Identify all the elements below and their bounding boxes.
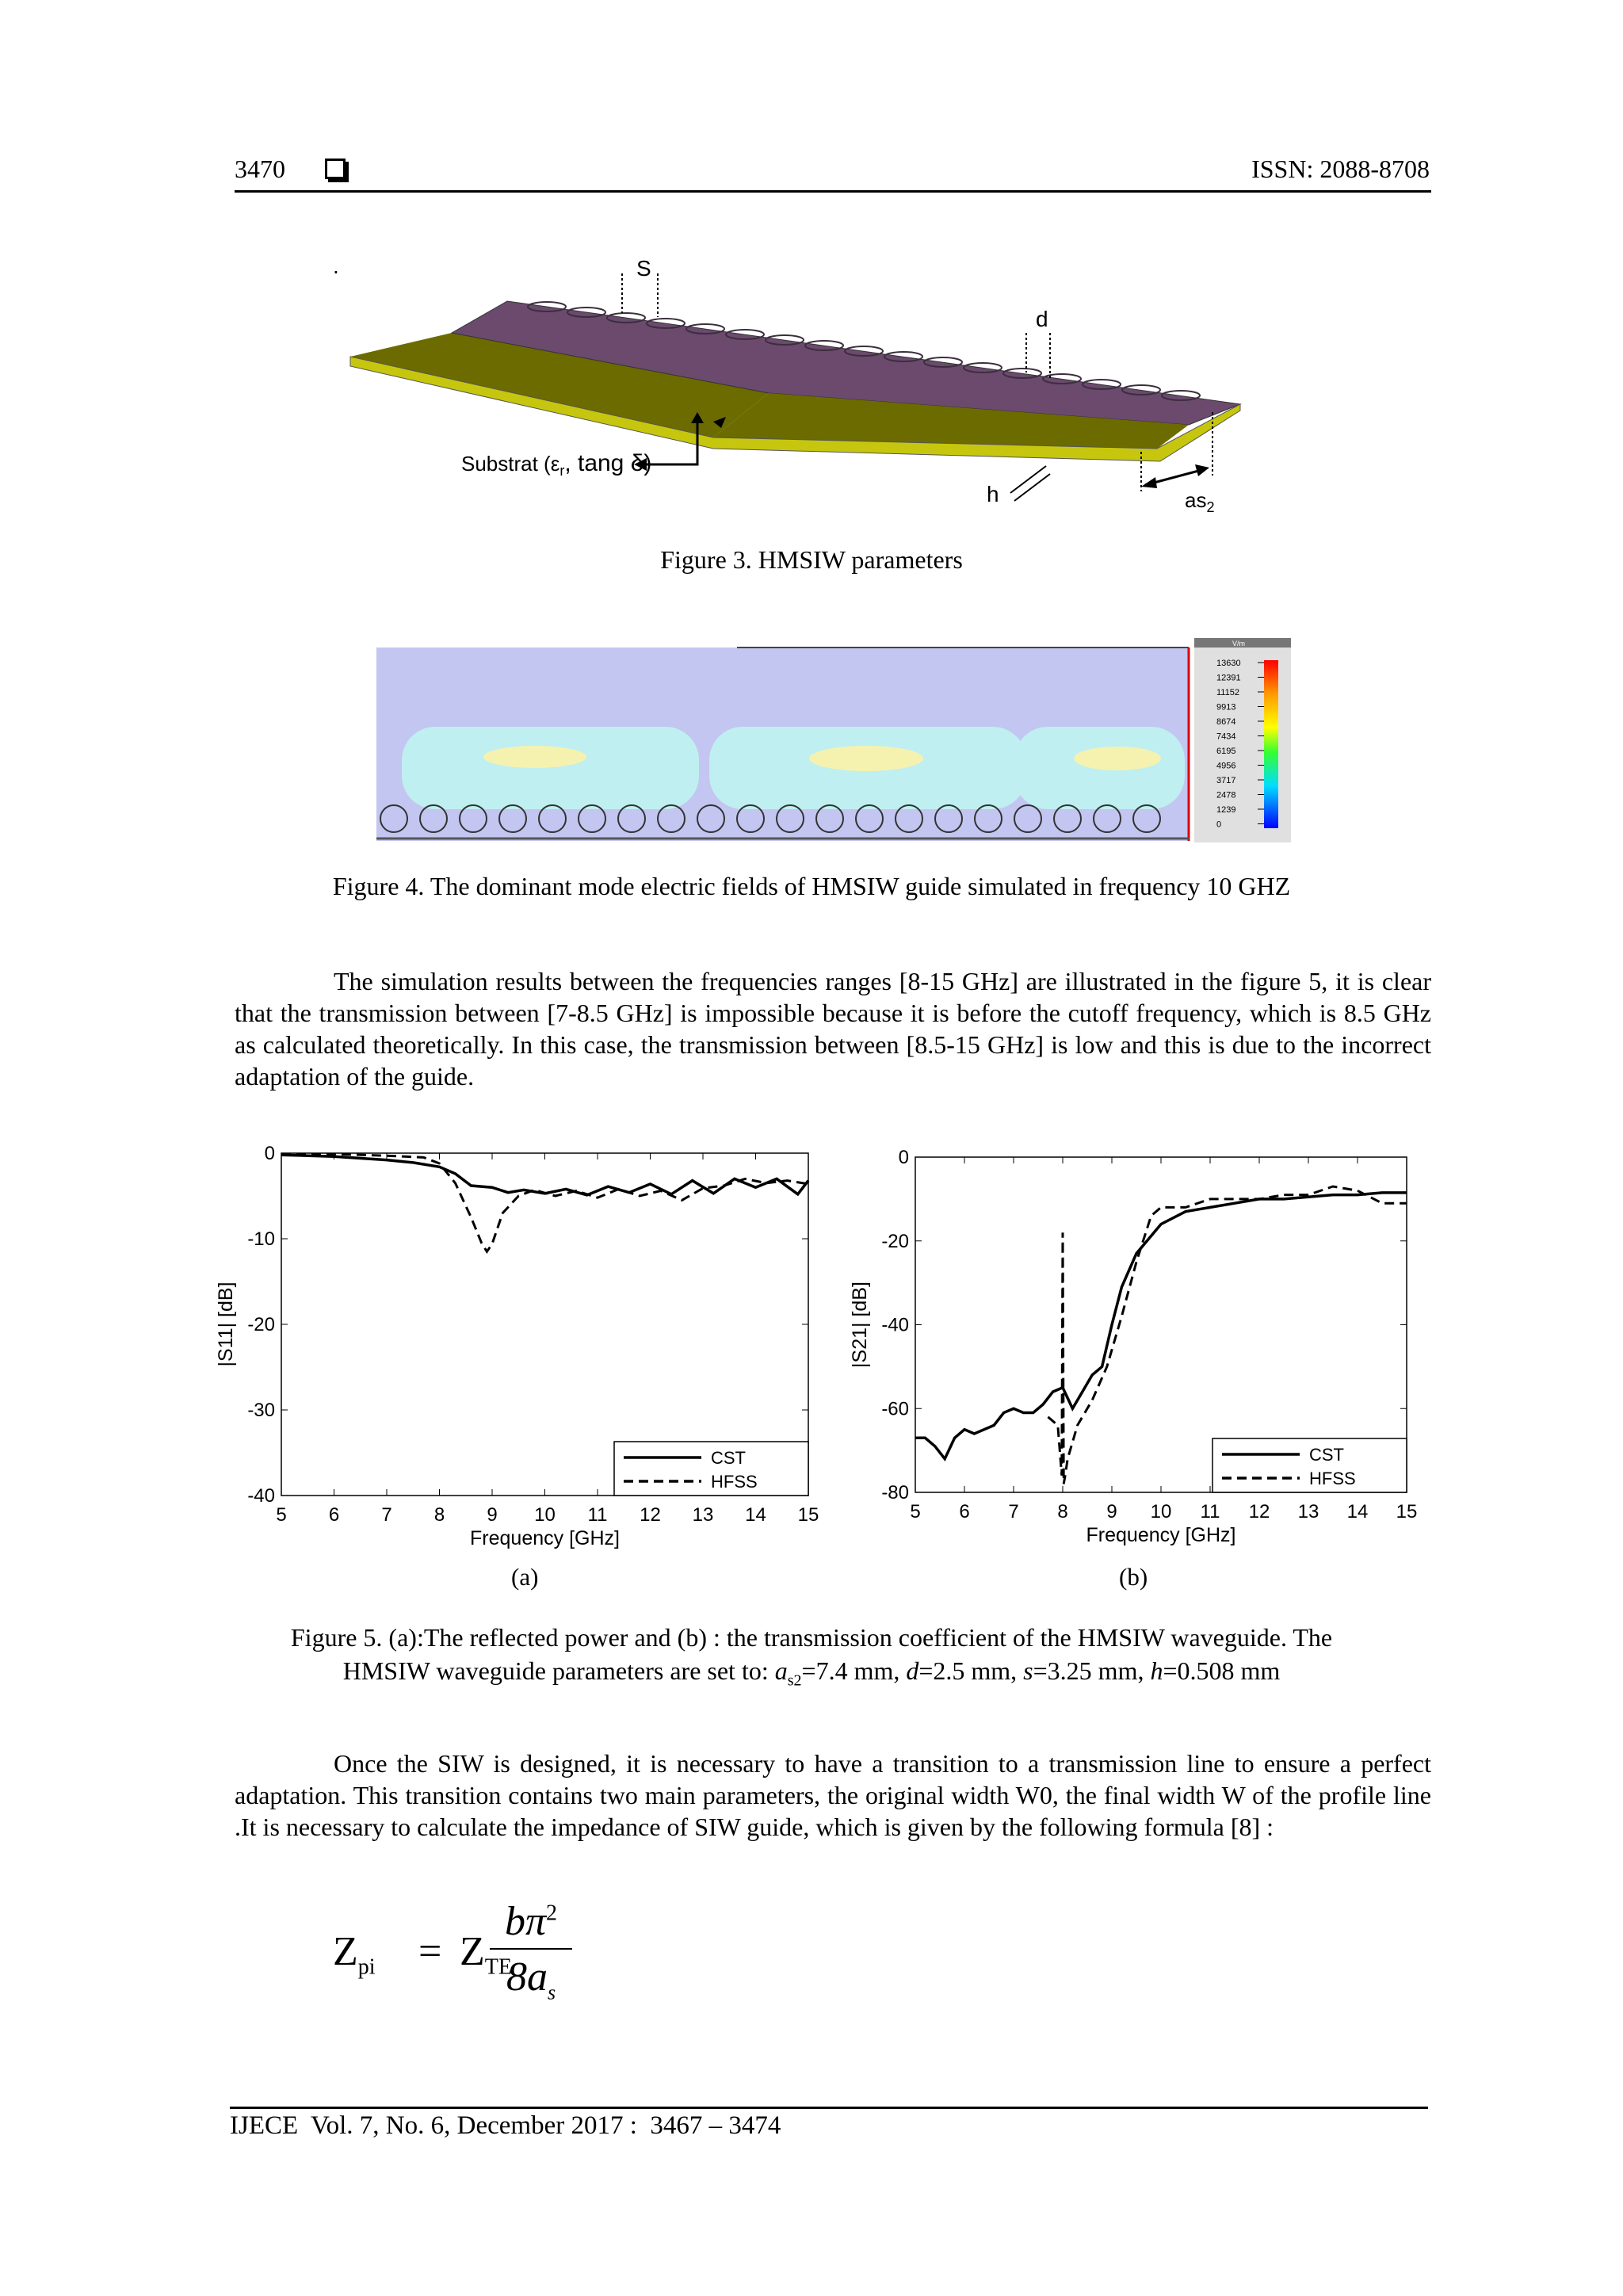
figure5-label-b: (b) bbox=[1119, 1563, 1148, 1591]
label-as2: as bbox=[1185, 488, 1207, 512]
series-hfss bbox=[281, 1154, 808, 1251]
legend-label: CST bbox=[711, 1448, 746, 1468]
legend-value: 9913 bbox=[1216, 702, 1236, 712]
label-d: d bbox=[1036, 307, 1048, 331]
y-tick-label: 0 bbox=[898, 1147, 909, 1168]
legend-value: 8674 bbox=[1216, 717, 1236, 727]
x-tick-label: 12 bbox=[640, 1504, 661, 1526]
x-tick-label: 10 bbox=[534, 1504, 556, 1526]
y-tick-label: -20 bbox=[881, 1230, 909, 1252]
x-tick-label: 14 bbox=[1346, 1501, 1369, 1522]
footer-rule bbox=[230, 2107, 1428, 2109]
x-tick-label: 14 bbox=[745, 1504, 766, 1526]
series-cst bbox=[915, 1193, 1407, 1459]
x-tick-label: 10 bbox=[1150, 1501, 1172, 1522]
x-tick-label: 13 bbox=[692, 1504, 714, 1526]
y-tick-label: -10 bbox=[247, 1228, 275, 1250]
legend-label: HFSS bbox=[1309, 1469, 1356, 1488]
x-tick-label: 9 bbox=[1106, 1501, 1117, 1522]
x-tick-label: 5 bbox=[276, 1504, 287, 1526]
legend-value: 7434 bbox=[1216, 732, 1236, 742]
issn: ISSN: 2088-8708 bbox=[1251, 155, 1430, 183]
x-tick-label: 6 bbox=[959, 1501, 970, 1522]
x-axis-label: Frequency [GHz] bbox=[1086, 1524, 1236, 1546]
y-axis-label: |S21| [dB] bbox=[849, 1282, 871, 1368]
x-tick-label: 11 bbox=[1200, 1501, 1220, 1522]
y-tick-label: -60 bbox=[881, 1398, 909, 1420]
figure5-caption-line1: Figure 5. (a):The reflected power and (b) : the transmission coefficient of the HMSIW waveguide. The bbox=[290, 1623, 1333, 1652]
figure3-caption: Figure 3. HMSIW parameters bbox=[660, 545, 963, 574]
x-tick-label: 11 bbox=[587, 1504, 608, 1526]
x-tick-label: 12 bbox=[1248, 1501, 1270, 1522]
y-tick-label: -80 bbox=[881, 1482, 909, 1503]
legend-value: 0 bbox=[1216, 819, 1222, 830]
svg-text:as2: $as_2$ bbox=[1185, 488, 1215, 515]
legend-value: 1239 bbox=[1216, 805, 1236, 815]
legend-value: 12391 bbox=[1216, 673, 1241, 683]
legend-value: 6195 bbox=[1216, 747, 1236, 756]
x-tick-label: 15 bbox=[797, 1504, 819, 1526]
x-tick-label: 5 bbox=[910, 1501, 921, 1522]
x-tick-label: 6 bbox=[328, 1504, 340, 1526]
header-rule bbox=[235, 190, 1431, 193]
legend-value: 2478 bbox=[1216, 790, 1236, 800]
figure3-hmsiw-diagram bbox=[317, 254, 1268, 515]
legend-value: 11152 bbox=[1216, 688, 1239, 697]
legend-value: 3717 bbox=[1216, 776, 1236, 785]
footer-citation: IJECE Vol. 7, No. 6, December 2017 : 3467 – 3474 bbox=[230, 2111, 781, 2140]
y-axis-label: |S11| [dB] bbox=[215, 1282, 237, 1367]
page-number: 3470 bbox=[235, 155, 285, 183]
x-tick-label: 8 bbox=[1057, 1501, 1068, 1522]
legend-value: 13630 bbox=[1216, 659, 1241, 668]
label-substrat: Substrat (ε bbox=[461, 452, 560, 476]
legend-unit: V/m bbox=[1232, 640, 1246, 648]
chart-s21 bbox=[840, 1133, 1466, 1565]
figure5-caption-line2: HMSIW waveguide parameters are set to: $a_{s2}=7.4$ mm, d=2.5 mm, s=3.25 mm, h=0.508 mm bbox=[342, 1656, 1281, 1690]
x-axis-label: Frequency [GHz] bbox=[470, 1527, 620, 1549]
svg-text:Substrat (εr, tang δ): Substrat ($\varepsilon_r$, tang δ) bbox=[461, 450, 652, 479]
y-tick-label: -20 bbox=[247, 1314, 275, 1335]
paragraph-1: The simulation results between the frequencies ranges [8-15 GHz] are illustrated in the figure 5, it is clear that the transmission between [7-8.5 GHz] is impossible because it is before the cutoff frequency, which is 8.5 GHz as calculated theoretically. In this case, the transmission between [8.5-15 GHz] is low and this is due to the incorrect adaptation of the guide. bbox=[235, 967, 1431, 1091]
x-tick-label: 15 bbox=[1396, 1501, 1418, 1522]
x-tick-label: 9 bbox=[487, 1504, 498, 1526]
figure5-label-a: (a) bbox=[511, 1563, 539, 1591]
legend-label: HFSS bbox=[711, 1472, 758, 1492]
legend-label: CST bbox=[1309, 1445, 1344, 1465]
field-lobes bbox=[402, 727, 1185, 809]
figure4-caption: Figure 4. The dominant mode electric fields of HMSIW guide simulated in frequency 10 GHZ bbox=[332, 872, 1291, 900]
figure3-dot: . bbox=[333, 254, 339, 278]
figure4-field-plot bbox=[376, 638, 1296, 844]
label-h: h bbox=[987, 482, 999, 506]
y-tick-label: 0 bbox=[264, 1143, 275, 1164]
paragraph-2: Once the SIW is designed, it is necessary to have a transition to a transmission line to ensure a perfect adaptation. This transition contains two main parameters, the original width W0, the final width W of the profile line .It is necessary to calculate the impedance of SIW guide, which is given by the following formula [8] : bbox=[235, 1749, 1431, 1841]
y-tick-label: -40 bbox=[247, 1485, 275, 1507]
header-square-icon bbox=[325, 159, 346, 179]
y-tick-label: -40 bbox=[881, 1314, 909, 1336]
chart-s11 bbox=[202, 1133, 828, 1561]
x-tick-label: 7 bbox=[381, 1504, 392, 1526]
series-cst bbox=[281, 1155, 808, 1195]
y-tick-label: -30 bbox=[247, 1400, 275, 1421]
x-tick-label: 8 bbox=[433, 1504, 445, 1526]
x-tick-label: 13 bbox=[1297, 1501, 1319, 1522]
legend-value: 4956 bbox=[1216, 761, 1236, 771]
label-s: S bbox=[636, 256, 651, 281]
x-tick-label: 7 bbox=[1008, 1501, 1019, 1522]
h-marker bbox=[1010, 466, 1046, 493]
